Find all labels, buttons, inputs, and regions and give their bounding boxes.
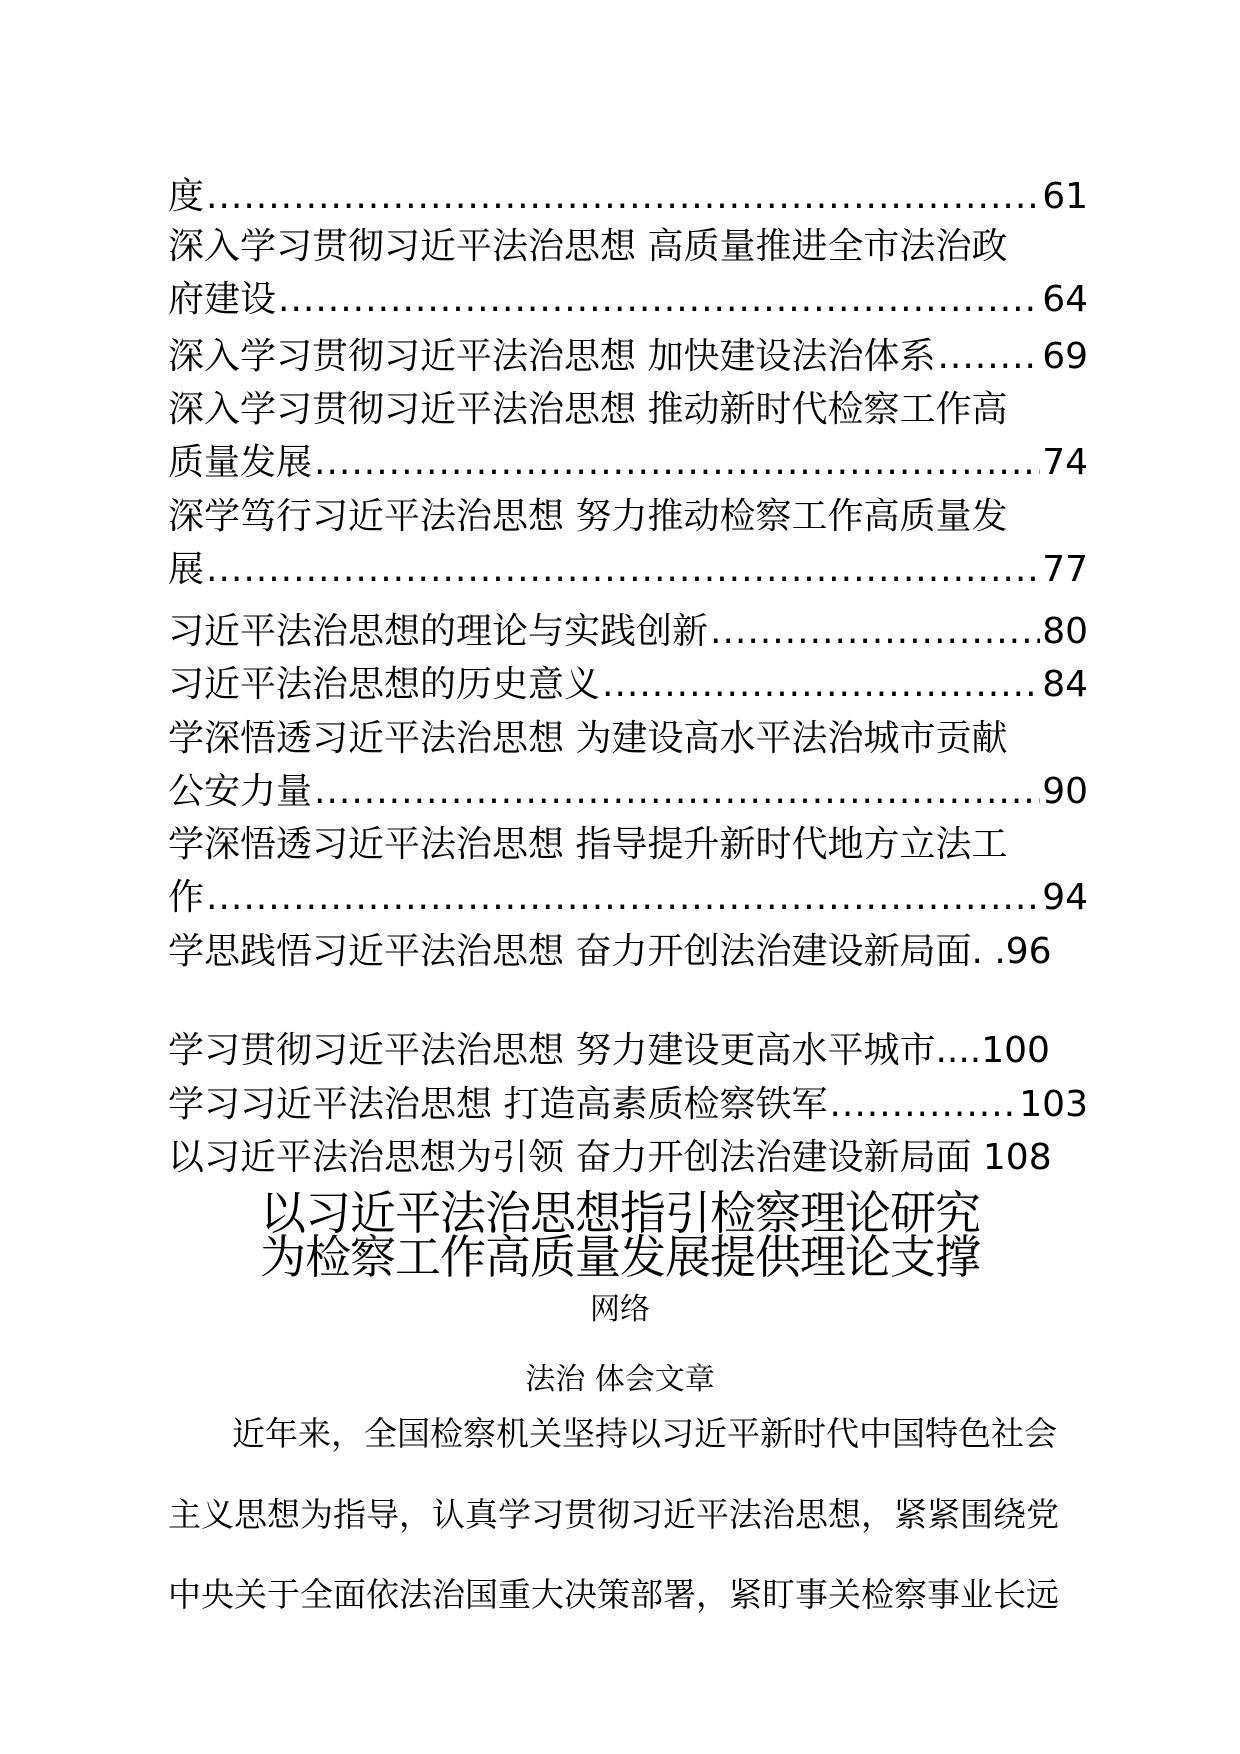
article-tags: 法治 体会文章 (525, 1362, 715, 1397)
toc-entry-page: 90 (1042, 771, 1088, 812)
toc-leader-dots (710, 605, 1040, 659)
toc-entry-title: 学习贯彻习近平法治思想 努力建设更高水平城市....100 (168, 1030, 1050, 1071)
toc-entry-title: 习近平法治思想的历史意义 (168, 664, 601, 705)
toc-entry-title: 深学笃行习近平法治思想 努力推动检察工作高质量发 (168, 496, 1008, 537)
toc-leader-dots (278, 273, 1040, 327)
toc-entry-title: 质量发展 (168, 442, 313, 483)
toc-leader-dots (206, 543, 1040, 597)
toc-entry[interactable] (168, 712, 1088, 766)
toc-entry[interactable] (168, 543, 1088, 597)
toc-entry-page: 77 (1042, 549, 1088, 590)
toc-leader-dots (206, 871, 1040, 925)
toc-entry-title: 学深悟透习近平法治思想 为建设高水平法治城市贡献 (168, 718, 1008, 759)
toc-entry-title: 深入学习贯彻习近平法治思想 加快建设法治体系 (168, 336, 936, 377)
toc-entry-page: 84 (1042, 664, 1088, 705)
toc-entry[interactable] (168, 220, 1088, 274)
toc-entry-page: 69 (1042, 336, 1088, 377)
article-paragraph-line: 中央关于全面依法治国重大决策部署，紧盯事关检察事业长远 (168, 1575, 1059, 1614)
toc-entry-page: 74 (1042, 442, 1088, 483)
toc-entry-page: 64 (1042, 279, 1088, 320)
toc-entry-title: 深入学习贯彻习近平法治思想 高质量推进全市法治政 (168, 226, 1008, 267)
toc-entry[interactable] (168, 765, 1088, 819)
toc-leader-dots (314, 765, 1040, 819)
toc-entry-title: 展 (168, 549, 205, 590)
toc-leader-dots (602, 658, 1040, 712)
toc-entry-title: 度 (168, 176, 205, 217)
toc-entry[interactable] (168, 383, 1088, 437)
toc-entry[interactable] (168, 658, 1088, 712)
article-paragraph-line: 主义思想为指导，认真学习贯彻习近平法治思想，紧紧围绕党 (168, 1495, 1059, 1534)
toc-entry[interactable] (168, 818, 1088, 872)
article-source: 网络 (590, 1292, 650, 1327)
article-title-line-1: 以习近平法治思想指引检察理论研究 (260, 1186, 980, 1240)
toc-entry[interactable] (168, 170, 1088, 224)
toc-entry[interactable] (168, 436, 1088, 490)
toc-entry-page: 94 (1042, 877, 1088, 918)
toc-entry-page: 80 (1042, 611, 1088, 652)
toc-entry-title: 作 (168, 877, 205, 918)
toc-entry[interactable] (168, 605, 1088, 659)
toc-entry-title: 公安力量 (168, 771, 313, 812)
toc-entry-title: 以习近平法治思想为引领 奋力开创法治建设新局面 108 (168, 1137, 1052, 1178)
toc-entry-title: 学深悟透习近平法治思想 指导提升新时代地方立法工 (168, 824, 1008, 865)
toc-entry-page: 61 (1042, 176, 1088, 217)
toc-entry[interactable] (168, 330, 1088, 384)
toc-entry[interactable] (168, 871, 1088, 925)
toc-entry-title: 习近平法治思想的理论与实践创新 (168, 611, 709, 652)
toc-entry-title: 学思践悟习近平法治思想 奋力开创法治建设新局面. .96 (168, 931, 1052, 972)
toc-entry[interactable] (168, 1024, 1088, 1078)
toc-entry[interactable] (168, 1078, 1088, 1132)
article-paragraph-line: 近年来，全国检察机关坚持以习近平新时代中国特色社会 (232, 1414, 1057, 1453)
toc-entry[interactable] (168, 925, 1088, 979)
toc-leader-dots (206, 170, 1040, 224)
toc-leader-dots (937, 330, 1040, 384)
toc-entry-title: 学习习近平法治思想 打造高素质检察铁军 (168, 1084, 828, 1125)
toc-entry-title: 深入学习贯彻习近平法治思想 推动新时代检察工作高 (168, 389, 1008, 430)
toc-entry[interactable] (168, 273, 1088, 327)
toc-entry[interactable] (168, 1131, 1088, 1185)
article-title-line-2: 为检察工作高质量发展提供理论支撑 (260, 1230, 980, 1284)
toc-entry[interactable] (168, 490, 1088, 544)
toc-leader-dots (314, 436, 1040, 490)
toc-leader-dots (829, 1078, 1017, 1132)
toc-entry-title: 府建设 (168, 279, 277, 320)
toc-entry-page: 103 (1019, 1084, 1088, 1125)
